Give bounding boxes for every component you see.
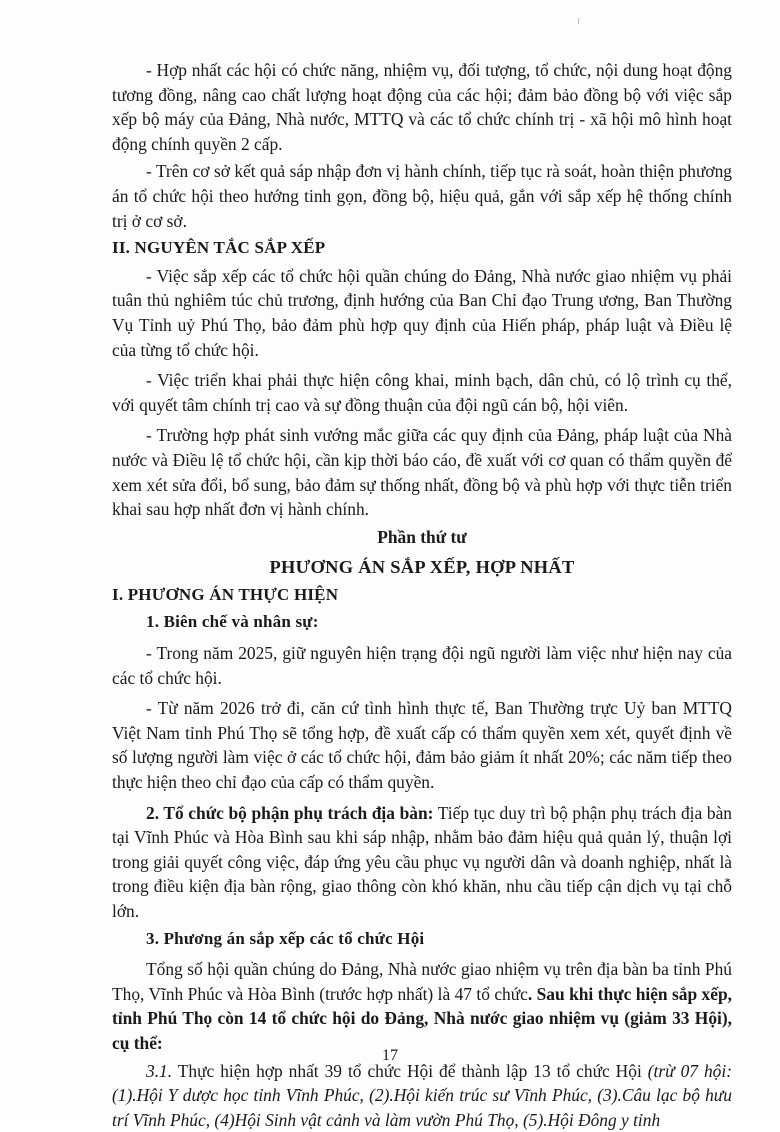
heading-staffing: 1. Biên chế và nhân sự: bbox=[146, 612, 319, 632]
paragraph-total-associations bbox=[112, 957, 732, 1055]
total-associations-rest: . Sau khi thực hiện sắp xếp, tỉnh Phú Thọ còn 14 tổ chức hội do Đảng, Nhà nước giao nhiệm vụ (giảm 33 Hội), cụ thể: bbox=[112, 983, 732, 1053]
local-units-heading: 2. Tổ chức bộ phận phụ trách địa bàn: bbox=[146, 802, 434, 823]
merge-39-number: 3.1. bbox=[146, 1060, 173, 1081]
paragraph-principle-transparency: - Việc triển khai phải thực hiện công khai, minh bạch, dân chủ, có lộ trình cụ thể, với quyết tâm chính trị cao và sự đồng thuận của đội ngũ cán bộ, hội viên. bbox=[112, 370, 732, 415]
local-units-text: Tiếp tục duy trì bộ phận phụ trách địa bàn tại Vĩnh Phúc và Hòa Bình sau khi sáp nhập, nhằm bảo đảm hiệu quả quản lý, thuận lợi trong giải quyết công việc, đáp ứng yêu cầu phục vụ người dân và doanh nghiệp, nhất là trong điều kiện địa bàn rộng, giao thông còn khó khăn, nhu cầu tiếp cận dịch vụ tại chỗ lớn. bbox=[112, 802, 732, 921]
paragraph-local-units bbox=[112, 801, 732, 924]
scan-mark bbox=[578, 18, 579, 24]
paragraph-review-plan: - Trên cơ sở kết quả sáp nhập đơn vị hành chính, tiếp tục rà soát, hoàn thiện phương án tổ chức hội theo hướng tinh gọn, đồng bộ, hiệu quả, gắn với sắp xếp hệ thống chính trị ở cơ sở. bbox=[112, 161, 732, 231]
merge-39-text: Thực hiện hợp nhất 39 tổ chức Hội để thành lập 13 tổ chức Hội bbox=[172, 1060, 648, 1081]
paragraph-merge-39 bbox=[112, 1059, 732, 1132]
paragraph-principle-compliance: - Việc sắp xếp các tổ chức hội quần chúng do Đảng, Nhà nước giao nhiệm vụ phải tuân thủ nghiêm túc chủ trương, định hướng của Ban Chỉ đạo Trung ương, Ban Thường Vụ Tỉnh uỷ Phú Thọ, bảo đảm phù hợp quy định của Hiến pháp, pháp luật và Điều lệ của từng tổ chức hội. bbox=[112, 265, 732, 360]
page-number: 17 bbox=[382, 1047, 398, 1064]
merge-39-exceptions: (trừ 07 hội: (1).Hội Y dược học tỉnh Vĩnh Phúc, (2).Hội kiến trúc sư Vĩnh Phúc, (3).Câu lạc bộ hưu trí Vĩnh Phúc, (4)Hội Sinh vật cảnh và làm vườn Phú Thọ, (5).Hội Đông y tỉnh bbox=[112, 1060, 732, 1130]
paragraph-staffing-2025: - Trong năm 2025, giữ nguyên hiện trạng đội ngũ người làm việc như hiện nay của các tổ chức hội. bbox=[112, 643, 732, 688]
paragraph-merge-associations: - Hợp nhất các hội có chức năng, nhiệm vụ, đối tượng, tổ chức, nội dung hoạt động tương đồng, nâng cao chất lượng hoạt động của các hội; đảm bảo đồng bộ với việc sắp xếp bộ máy của Đảng, Nhà nước, MTTQ và các tổ chức chính trị - xã hội mô hình hoạt động chính quyền 2 cấp. bbox=[112, 60, 732, 154]
paragraph-staffing-2026: - Từ năm 2026 trở đi, căn cứ tình hình thực tế, Ban Thường trực Uỷ ban MTTQ Việt Nam tỉnh Phú Thọ sẽ tổng hợp, đề xuất cấp có thẩm quyền xem xét, quyết định về số lượng người làm việc ở các tổ chức hội, đảm bảo giảm ít nhất 20%; các năm tiếp theo thực hiện theo chỉ đạo của cấp có thẩm quyền. bbox=[112, 698, 732, 793]
paragraph-principle-issues: - Trường hợp phát sinh vướng mắc giữa các quy định của Đảng, pháp luật của Nhà nước và Điều lệ tổ chức hội, cần kịp thời báo cáo, đề xuất với cơ quan có thẩm quyền để xem xét sửa đổi, bổ sung, bảo đảm sự thống nhất, đồng bộ và phù hợp với thực tiễn triển khai sau hợp nhất đơn vị hành chính. bbox=[112, 425, 732, 520]
heading-implementation: I. PHƯƠNG ÁN THỰC HIỆN bbox=[112, 584, 339, 604]
part-label: Phần thứ tư bbox=[377, 526, 467, 547]
document-body bbox=[112, 58, 732, 1132]
heading-principles: II. NGUYÊN TẮC SẮP XẾP bbox=[112, 238, 326, 258]
total-associations-text: Tổng số hội quần chúng do Đảng, Nhà nước giao nhiệm vụ trên địa bàn ba tỉnh Phú Thọ, Vĩnh Phúc và Hòa Bình (trước hợp nhất) là 47 tổ chức bbox=[112, 959, 732, 1004]
part-title: PHƯƠNG ÁN SẮP XẾP, HỢP NHẤT bbox=[269, 557, 575, 578]
heading-arrangement: 3. Phương án sắp xếp các tổ chức Hội bbox=[146, 928, 425, 948]
